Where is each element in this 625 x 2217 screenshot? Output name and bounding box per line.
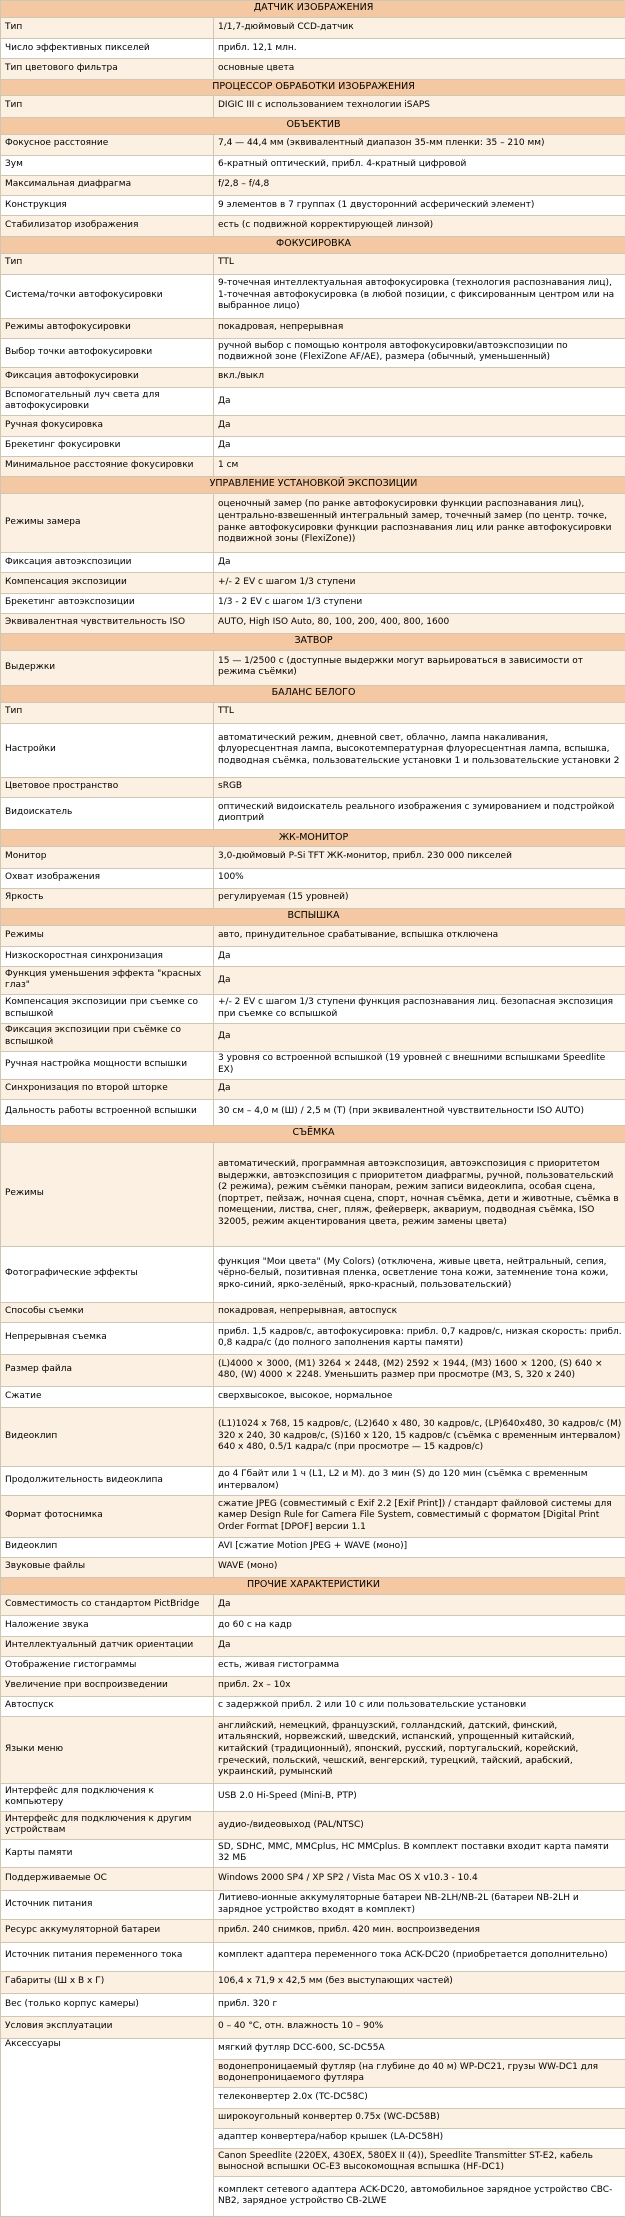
- spec-value: Литиево-ионные аккумуляторные батареи NB-2LH/NB-2L (батареи NB-2LH и зарядное устройство входят в комплект): [214, 1890, 625, 1919]
- spec-value: аудио-/видеовыход (PAL/NTSC): [214, 1812, 625, 1840]
- spec-value: USB 2.0 Hi-Speed (Mini-B, PTP): [214, 1784, 625, 1812]
- spec-value: 1 см: [214, 456, 625, 476]
- spec-value: комплект сетевого адаптера ACK-DC20, автомобильное зарядное устройство CBC-NB2, зарядное устройство CB-2LWE: [214, 2177, 625, 2217]
- spec-value: Canon Speedlite (220EX, 430EX, 580EX II (4)), Speedlite Transmitter ST-E2, кабель выносной вспышки OC-E3 высокомощная вспышка (HF-DC1): [214, 2149, 625, 2177]
- spec-value: 7,4 — 44,4 мм (эквивалентный диапазон 35-мм пленки: 35 – 210 мм): [214, 134, 625, 155]
- spec-label: Конструкция: [1, 196, 214, 216]
- spec-label: Фиксация автоэкспозиции: [1, 553, 214, 573]
- spec-value: Да: [214, 947, 625, 967]
- spec-value: AVI [сжатие Motion JPEG + WAVE (моно)]: [214, 1537, 625, 1557]
- spec-value: +/- 2 EV с шагом 1/3 ступени функция распознавания лиц. безопасная экспозиция при съемке со вспышкой: [214, 995, 625, 1023]
- spec-value: Да: [214, 553, 625, 573]
- spec-value: водонепроницаемый футляр (на глубине до 40 м) WP-DC21, грузы WW-DC1 для водонепроницаемого футляра: [214, 2060, 625, 2088]
- spec-row: [1, 868, 625, 888]
- spec-value: 3,0-дюймовый P-Si TFT ЖК-монитор, прибл. 230 000 пикселей: [214, 847, 625, 868]
- spec-label: Способы съемки: [1, 1303, 214, 1323]
- spec-value: прибл. 12,1 млн.: [214, 39, 625, 59]
- spec-row: [1, 1971, 625, 1993]
- spec-label: Брекетинг автоэкспозиции: [1, 593, 214, 613]
- spec-label: Фотографические эффекты: [1, 1247, 214, 1303]
- spec-label: Цветовое пространство: [1, 777, 214, 797]
- spec-label: Режимы: [1, 1142, 214, 1246]
- section-header-row: [1, 79, 625, 96]
- spec-label: Компенсация экспозиции при съемке со вспышкой: [1, 995, 214, 1023]
- section-header-row: [1, 634, 625, 651]
- spec-label: Отображение гистограммы: [1, 1656, 214, 1676]
- spec-row: [1, 1387, 625, 1407]
- spec-label: Низкоскоростная синхронизация: [1, 947, 214, 967]
- spec-value: 100%: [214, 868, 625, 888]
- spec-label: Стабилизатор изображения: [1, 216, 214, 236]
- spec-value: TTL: [214, 253, 625, 274]
- spec-row: [1, 1142, 625, 1246]
- spec-row: [1, 702, 625, 723]
- section-title: ДАТЧИК ИЗОБРАЖЕНИЯ: [1, 1, 625, 18]
- spec-label: Фиксация экспозиции при съёмке со вспышкой: [1, 1023, 214, 1051]
- spec-row: [1, 134, 625, 155]
- spec-value: сжатие JPEG (совместимый с Exif 2.2 [Exif Print]) / стандарт файловой системы для камер Design Rule for Camera File System, совместимый с форматом [Digital Print Order Format [DPOF] версии 1.1: [214, 1496, 625, 1538]
- spec-value: 0 – 40 °C, отн. влажность 10 – 90%: [214, 2016, 625, 2038]
- spec-value: AUTO, High ISO Auto, 80, 100, 200, 400, 800, 1600: [214, 613, 625, 633]
- section-header-row: [1, 909, 625, 926]
- spec-label: Источник питания переменного тока: [1, 1942, 214, 1971]
- spec-value: регулируемая (15 уровней): [214, 888, 625, 908]
- spec-value: (L1)1024 x 768, 15 кадров/с, (L2)640 x 480, 30 кадров/с, (LP)640x480, 30 кадров/с (M) 320 x 240, 30 кадров/с, (S)160 x 120, 15 кадров/с (съёмка с временным интервалом) 640 x 480, 0.5/1 кадра/с (при просмотре — 15 кадров/с): [214, 1407, 625, 1467]
- spec-value: покадровая, непрерывная, автоспуск: [214, 1303, 625, 1323]
- spec-label: Совместимость со стандартом PictBridge: [1, 1594, 214, 1615]
- spec-value: WAVE (моно): [214, 1557, 625, 1577]
- spec-label: Габариты (Ш х В х Г): [1, 1971, 214, 1993]
- section-header-row: [1, 117, 625, 134]
- spec-row: [1, 573, 625, 593]
- spec-row: [1, 650, 625, 685]
- spec-label: Эквивалентная чувствительность ISO: [1, 613, 214, 633]
- spec-label: Интерфейс для подключения к компьютеру: [1, 1784, 214, 1812]
- spec-value: мягкий футляр DCC-600, SC-DC55A: [214, 2039, 625, 2060]
- spec-label: Число эффективных пикселей: [1, 39, 214, 59]
- spec-label: Размер файла: [1, 1354, 214, 1387]
- spec-label: Вес (только корпус камеры): [1, 1994, 214, 2016]
- section-title: ПРОЦЕССОР ОБРАБОТКИ ИЗОБРАЖЕНИЯ: [1, 79, 625, 96]
- section-title: СЪЁМКА: [1, 1125, 625, 1142]
- spec-label: Видоискатель: [1, 797, 214, 830]
- spec-row: [1, 1467, 625, 1496]
- spec-value: адаптер конвертера/набор крышек (LA-DC58H): [214, 2128, 625, 2148]
- spec-value: широкоугольный конвертер 0.75x (WC-DC58B): [214, 2108, 625, 2128]
- spec-row: [1, 1616, 625, 1636]
- spec-label: Брекетинг фокусировки: [1, 436, 214, 456]
- spec-value: (L)4000 × 3000, (M1) 3264 × 2448, (M2) 2592 × 1944, (M3) 1600 × 1200, (S) 640 × 480, (W) 4000 × 2248. Уменьшить размер при просмотре (M3, S, 320 x 240): [214, 1354, 625, 1387]
- spec-value: 1/3 - 2 EV с шагом 1/3 ступени: [214, 593, 625, 613]
- spec-row: [1, 1942, 625, 1971]
- spec-label: Зум: [1, 155, 214, 175]
- spec-row: [1, 1717, 625, 1784]
- spec-row: [1, 338, 625, 367]
- spec-row: [1, 593, 625, 613]
- spec-row: [1, 216, 625, 236]
- spec-label: Карты памяти: [1, 1840, 214, 1868]
- spec-label: Выбор точки автофокусировки: [1, 338, 214, 367]
- section-header-row: [1, 685, 625, 702]
- spec-label: Функция уменьшения эффекта "красных глаз": [1, 967, 214, 995]
- spec-value: 30 см – 4,0 м (Ш) / 2,5 м (Т) (при эквивалентной чувствительности ISO AUTO): [214, 1099, 625, 1125]
- spec-label: Минимальное расстояние фокусировки: [1, 456, 214, 476]
- spec-value: основные цвета: [214, 59, 625, 79]
- spec-label: Звуковые файлы: [1, 1557, 214, 1577]
- spec-value: +/- 2 EV с шагом 1/3 ступени: [214, 573, 625, 593]
- spec-row: [1, 96, 625, 117]
- spec-row: [1, 493, 625, 553]
- spec-row: [1, 1636, 625, 1656]
- spec-label: Ручная фокусировка: [1, 416, 214, 436]
- spec-row: [1, 318, 625, 338]
- spec-value: авто, принудительное срабатывание, вспышка отключена: [214, 925, 625, 946]
- spec-row: [1, 1890, 625, 1919]
- spec-label: Дальность работы встроенной вспышки: [1, 1099, 214, 1125]
- spec-row: [1, 2016, 625, 2038]
- spec-value: Да: [214, 1023, 625, 1051]
- spec-label: Режимы: [1, 925, 214, 946]
- spec-row: [1, 1323, 625, 1354]
- spec-row: [1, 613, 625, 633]
- spec-row: [1, 176, 625, 196]
- spec-label: Тип цветового фильтра: [1, 59, 214, 79]
- spec-value: прибл. 1,5 кадров/с, автофокусировка: прибл. 0,7 кадров/с, низкая скорость: прибл. 0,8 кадра/с (до полного заполнения карты памяти): [214, 1323, 625, 1354]
- spec-label: Ресурс аккумуляторной батареи: [1, 1920, 214, 1942]
- spec-label: Компенсация экспозиции: [1, 573, 214, 593]
- spec-row: [1, 1812, 625, 1840]
- spec-value: 1/1,7-дюймовый CCD-датчик: [214, 17, 625, 38]
- spec-label: Видеоклип: [1, 1537, 214, 1557]
- section-title: УПРАВЛЕНИЕ УСТАНОВКОЙ ЭКСПОЗИЦИИ: [1, 476, 625, 493]
- section-header-row: [1, 476, 625, 493]
- spec-value: есть (с подвижной корректирующей линзой): [214, 216, 625, 236]
- spec-row: [1, 1868, 625, 1890]
- spec-row: [1, 1994, 625, 2016]
- spec-row: [1, 274, 625, 318]
- spec-label: Непрерывная съемка: [1, 1323, 214, 1354]
- spec-value: до 4 Гбайт или 1 ч (L1, L2 и M). до 3 мин (S) до 120 мин (съёмка с временным интервалом): [214, 1467, 625, 1496]
- spec-label: Настройки: [1, 723, 214, 777]
- section-header-row: [1, 1125, 625, 1142]
- spec-value: прибл. 320 г: [214, 1994, 625, 2016]
- spec-value: прибл. 240 снимков, прибл. 420 мин. воспроизведения: [214, 1920, 625, 1942]
- spec-label: Система/точки автофокусировки: [1, 274, 214, 318]
- accessory-row: [1, 2039, 625, 2060]
- spec-row: [1, 1840, 625, 1868]
- spec-row: [1, 947, 625, 967]
- spec-row: [1, 39, 625, 59]
- spec-row: [1, 925, 625, 946]
- spec-value: есть, живая гистограмма: [214, 1656, 625, 1676]
- spec-label: Поддерживаемые ОС: [1, 1868, 214, 1890]
- spec-row: [1, 1920, 625, 1942]
- spec-label: Яркость: [1, 888, 214, 908]
- spec-value: функция "Мои цвета" (My Colors) (отключена, живые цвета, нейтральный, сепия, чёрно-белый, позитивная пленка, осветление тона кожи, затемнение тона кожи, ярко-синий, ярко-зелёный, ярко-красный, пользовательский): [214, 1247, 625, 1303]
- section-header-row: [1, 1, 625, 18]
- spec-value: sRGB: [214, 777, 625, 797]
- spec-value: Windows 2000 SP4 / XP SP2 / Vista Mac OS X v10.3 - 10.4: [214, 1868, 625, 1890]
- spec-row: [1, 1354, 625, 1387]
- spec-value: 6-кратный оптический, прибл. 4-кратный цифровой: [214, 155, 625, 175]
- spec-label: Аксессуары: [1, 2039, 214, 2217]
- spec-value: автоматический, программная автоэкспозиция, автоэкспозиция с приоритетом выдержки, автоэкспозиция с приоритетом диафрагмы, ручной, пользовательский (2 режима), режим съёмки панорам, режим записи видеоклипа, особая сцена, (портрет, пейзаж, ночная сцена, спорт, ночная съёмка, дети и животные, съёмка в помещении, листва, снег, пляж, фейерверк, аквариум, подводная съёмка, ISO 32005, режим акцентирования цвета, режим замены цвета): [214, 1142, 625, 1246]
- spec-row: [1, 1303, 625, 1323]
- spec-value: сверхвысокое, высокое, нормальное: [214, 1387, 625, 1407]
- spec-label: Ручная настройка мощности вспышки: [1, 1051, 214, 1079]
- section-title: ОБЪЕКТИВ: [1, 117, 625, 134]
- spec-label: Продолжительность видеоклипа: [1, 1467, 214, 1496]
- spec-row: [1, 1407, 625, 1467]
- spec-value: Да: [214, 1079, 625, 1099]
- spec-row: [1, 456, 625, 476]
- spec-row: [1, 797, 625, 830]
- spec-table-body: [1, 1, 625, 2217]
- spec-value: телеконвертер 2.0x (TC-DC58C): [214, 2088, 625, 2108]
- spec-label: Автоспуск: [1, 1697, 214, 1717]
- spec-label: Фокусное расстояние: [1, 134, 214, 155]
- spec-row: [1, 416, 625, 436]
- spec-label: Охват изображения: [1, 868, 214, 888]
- spec-row: [1, 368, 625, 388]
- spec-value: SD, SDHC, MMC, MMCplus, HC MMCplus. В комплект поставки входит карта памяти 32 МБ: [214, 1840, 625, 1868]
- spec-label: Источник питания: [1, 1890, 214, 1919]
- spec-row: [1, 723, 625, 777]
- spec-label: Режимы автофокусировки: [1, 318, 214, 338]
- spec-row: [1, 388, 625, 416]
- spec-row: [1, 17, 625, 38]
- spec-value: английский, немецкий, французский, голландский, датский, финский, итальянский, норвежский, шведский, испанский, упрощенный китайский, китайский (традиционный), японский, русский, португальский, корейский, греческий, польский, чешский, венгерский, турецкий, тайский, арабский, украинский, румынский: [214, 1717, 625, 1784]
- spec-row: [1, 1656, 625, 1676]
- spec-label: Тип: [1, 253, 214, 274]
- section-header-row: [1, 1578, 625, 1595]
- spec-row: [1, 1247, 625, 1303]
- spec-value: комплект адаптера переменного тока ACK-DC20 (приобретается дополнительно): [214, 1942, 625, 1971]
- spec-value: Да: [214, 416, 625, 436]
- spec-label: Выдержки: [1, 650, 214, 685]
- section-title: ВСПЫШКА: [1, 909, 625, 926]
- spec-row: [1, 1697, 625, 1717]
- spec-row: [1, 1496, 625, 1538]
- spec-row: [1, 1676, 625, 1696]
- spec-label: Интерфейс для подключения к другим устройствам: [1, 1812, 214, 1840]
- spec-value: до 60 с на кадр: [214, 1616, 625, 1636]
- spec-row: [1, 1051, 625, 1079]
- section-title: ЖК-МОНИТОР: [1, 830, 625, 847]
- spec-row: [1, 888, 625, 908]
- spec-label: Языки меню: [1, 1717, 214, 1784]
- spec-row: [1, 59, 625, 79]
- spec-label: Тип: [1, 17, 214, 38]
- spec-row: [1, 967, 625, 995]
- spec-label: Режимы замера: [1, 493, 214, 553]
- spec-label: Фиксация автофокусировки: [1, 368, 214, 388]
- spec-label: Тип: [1, 96, 214, 117]
- spec-row: [1, 553, 625, 573]
- spec-value: 3 уровня со встроенной вспышкой (19 уровней с внешними вспышками Speedlite EX): [214, 1051, 625, 1079]
- spec-label: Увеличение при воспроизведении: [1, 1676, 214, 1696]
- section-header-row: [1, 236, 625, 253]
- spec-value: Да: [214, 388, 625, 416]
- spec-row: [1, 1537, 625, 1557]
- section-title: БАЛАНС БЕЛОГО: [1, 685, 625, 702]
- spec-label: Монитор: [1, 847, 214, 868]
- spec-value: Да: [214, 1636, 625, 1656]
- spec-label: Видеоклип: [1, 1407, 214, 1467]
- spec-value: TTL: [214, 702, 625, 723]
- spec-label: Вспомогательный луч света для автофокусировки: [1, 388, 214, 416]
- section-title: ФОКУСИРОВКА: [1, 236, 625, 253]
- spec-value: Да: [214, 1594, 625, 1615]
- spec-row: [1, 1023, 625, 1051]
- section-title: ЗАТВОР: [1, 634, 625, 651]
- spec-value: Да: [214, 436, 625, 456]
- spec-row: [1, 1099, 625, 1125]
- spec-row: [1, 155, 625, 175]
- spec-value: покадровая, непрерывная: [214, 318, 625, 338]
- spec-row: [1, 253, 625, 274]
- spec-value: прибл. 2x – 10x: [214, 1676, 625, 1696]
- spec-row: [1, 995, 625, 1023]
- spec-label: Синхронизация по второй шторке: [1, 1079, 214, 1099]
- spec-value: вкл./выкл: [214, 368, 625, 388]
- spec-value: 9 элементов в 7 группах (1 двусторонний асферический элемент): [214, 196, 625, 216]
- spec-value: оптический видоискатель реального изображения с зумированием и подстройкой диоптрий: [214, 797, 625, 830]
- spec-label: Максимальная диафрагма: [1, 176, 214, 196]
- spec-row: [1, 436, 625, 456]
- spec-label: Сжатие: [1, 1387, 214, 1407]
- spec-value: автоматический режим, дневной свет, облачно, лампа накаливания, флуоресцентная лампа, высокотемпературная флуоресцентная лампа, вспышка, подводная съёмка, пользовательские установки 1 и пользовательские установки 2: [214, 723, 625, 777]
- spec-value: ручной выбор с помощью контроля автофокусировки/автоэкспозиции по подвижной зоне (FlexiZone AF/AE), размера (обычный, уменьшенный): [214, 338, 625, 367]
- section-title: ПРОЧИЕ ХАРАКТЕРИСТИКИ: [1, 1578, 625, 1595]
- spec-row: [1, 196, 625, 216]
- spec-row: [1, 1557, 625, 1577]
- spec-label: Тип: [1, 702, 214, 723]
- spec-value: 9-точечная интеллектуальная автофокусировка (технология распознавания лиц), 1-точечная автофокусировка (в любой позиции, с фиксированным центром или на выбранное лицо): [214, 274, 625, 318]
- spec-label: Наложение звука: [1, 1616, 214, 1636]
- spec-value: DIGIC III с использованием технологии iSAPS: [214, 96, 625, 117]
- spec-row: [1, 1784, 625, 1812]
- spec-label: Формат фотоснимка: [1, 1496, 214, 1538]
- spec-value: с задержкой прибл. 2 или 10 с или пользовательские установки: [214, 1697, 625, 1717]
- spec-label: Условия эксплуатации: [1, 2016, 214, 2038]
- spec-label: Интеллектуальный датчик ориентации: [1, 1636, 214, 1656]
- section-header-row: [1, 830, 625, 847]
- spec-row: [1, 777, 625, 797]
- spec-value: оценочный замер (по ранке автофокусировки функции распознавания лиц), центрально-взвешенный интегральный замер, точечный замер (по центр. точке, ранке автофокусировки функции распознавания лиц или ранке автофокусировки подвижной зоны (FlexiZone)): [214, 493, 625, 553]
- spec-value: 15 — 1/2500 с (доступные выдержки могут варьироваться в зависимости от режима съёмки): [214, 650, 625, 685]
- spec-row: [1, 847, 625, 868]
- spec-value: 106,4 х 71,9 х 42,5 мм (без выступающих частей): [214, 1971, 625, 1993]
- spec-row: [1, 1079, 625, 1099]
- spec-value: f/2,8 – f/4,8: [214, 176, 625, 196]
- spec-value: Да: [214, 967, 625, 995]
- spec-row: [1, 1594, 625, 1615]
